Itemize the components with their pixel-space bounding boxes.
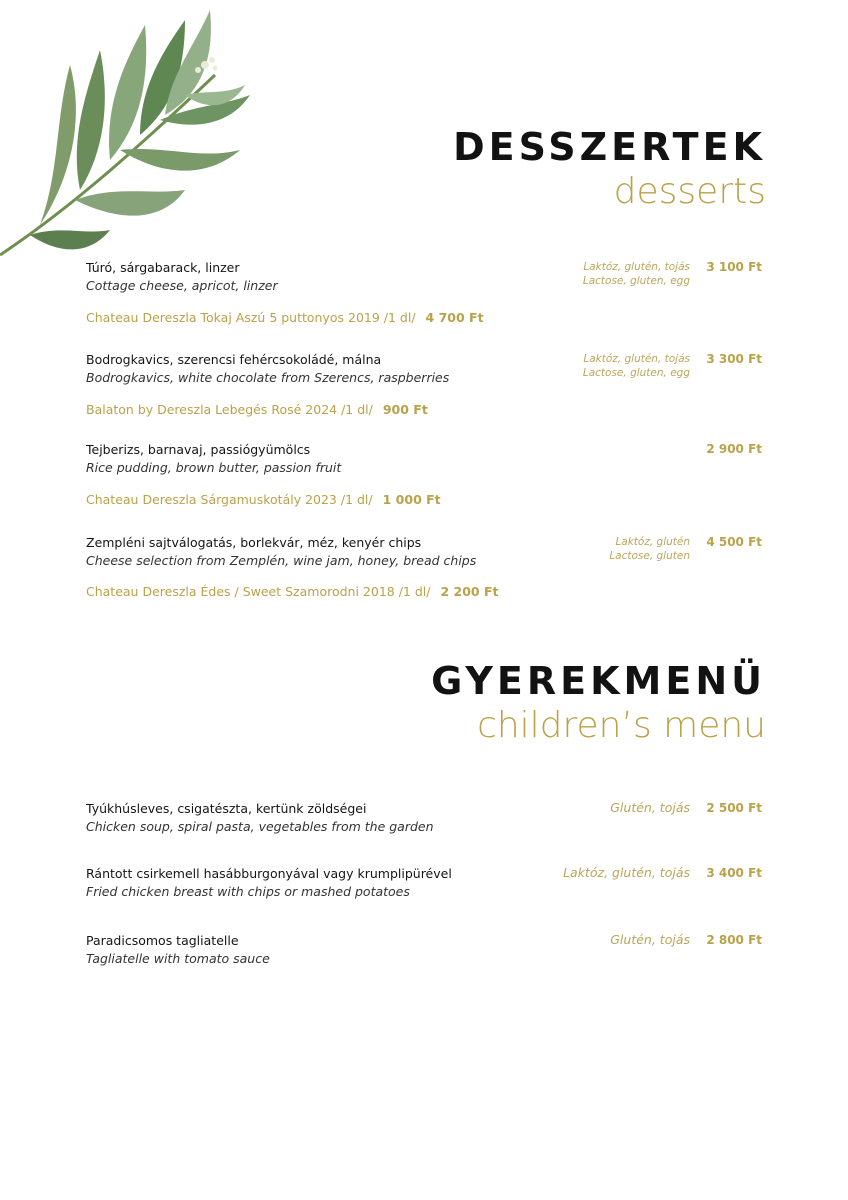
- dessert-name: Zempléni sajtválogatás, borlekvár, méz, kenyér chips: [86, 535, 422, 550]
- dessert-name: Túró, sárgabarack, linzer: [86, 260, 240, 275]
- kids-heading: [431, 659, 766, 746]
- wine-pairing: [86, 584, 498, 599]
- kids-dish-description: Tagliatelle with tomato sauce: [86, 951, 270, 966]
- desserts-subtitle: desserts: [613, 171, 766, 212]
- dessert-price: 4 500 Ft: [706, 535, 762, 549]
- allergens-hu: Laktóz, glutén, tojás: [583, 353, 690, 365]
- kids-dish-allergens: Glutén, tojás: [610, 800, 690, 815]
- dessert-description: Cottage cheese, apricot, linzer: [86, 278, 278, 293]
- kids-dish-price: 3 400 Ft: [706, 866, 762, 880]
- kids-dish-name: Rántott csirkemell hasábburgonyával vagy krumplipürével: [86, 866, 452, 881]
- kids-dish-name: Paradicsomos tagliatelle: [86, 933, 239, 948]
- dessert-item: [86, 352, 766, 392]
- desserts-heading: [453, 125, 766, 212]
- wine-name: Chateau Dereszla Édes / Sweet Szamorodni 2018 /1 dl/: [86, 584, 431, 599]
- kids-title: GYEREKMENÜ: [431, 659, 766, 703]
- dessert-allergens: [583, 352, 690, 380]
- wine-price: 4 700 Ft: [425, 310, 484, 325]
- allergens-hu: Laktóz, glutén: [615, 536, 690, 548]
- wine-pairing: [86, 402, 428, 417]
- allergens-en: Lactose, gluten, egg: [582, 367, 690, 379]
- dessert-price: 3 100 Ft: [706, 260, 762, 274]
- allergens-en: Lactose, gluten, egg: [582, 275, 690, 287]
- kids-item: [86, 801, 766, 841]
- leaf-branch-icon: [0, 10, 250, 255]
- wine-name: Chateau Dereszla Sárgamuskotály 2023 /1 dl/: [86, 492, 373, 507]
- dessert-item: [86, 442, 766, 482]
- kids-subtitle: children’s menu: [477, 705, 766, 746]
- dessert-price: 2 900 Ft: [706, 442, 762, 456]
- kids-dish-name: Tyúkhúsleves, csigatészta, kertünk zöldségei: [86, 801, 367, 816]
- wine-price: 900 Ft: [382, 402, 428, 417]
- dessert-name: Tejberizs, barnavaj, passiógyümölcs: [86, 442, 311, 457]
- dessert-allergens: [609, 535, 690, 563]
- dessert-description: Rice pudding, brown butter, passion fruit: [86, 460, 342, 475]
- kids-dish-description: Chicken soup, spiral pasta, vegetables from the garden: [86, 819, 434, 834]
- kids-item: [86, 933, 766, 973]
- wine-name: Balaton by Dereszla Lebegés Rosé 2024 /1 dl/: [86, 402, 373, 417]
- desserts-title: DESSZERTEK: [453, 125, 766, 169]
- dessert-description: Cheese selection from Zemplén, wine jam, honey, bread chips: [86, 553, 477, 568]
- kids-dish-description: Fried chicken breast with chips or mashed potatoes: [86, 884, 410, 899]
- dessert-item: [86, 535, 766, 575]
- kids-dish-allergens: Laktóz, glutén, tojás: [563, 865, 690, 880]
- wine-price: 1 000 Ft: [382, 492, 441, 507]
- dessert-price: 3 300 Ft: [706, 352, 762, 366]
- leaf-branch-illustration: [0, 0, 260, 265]
- allergens-en: Lactose, gluten: [609, 550, 690, 562]
- dessert-allergens: [583, 260, 690, 288]
- wine-name: Chateau Dereszla Tokaj Aszú 5 puttonyos 2019 /1 dl/: [86, 310, 416, 325]
- kids-dish-price: 2 500 Ft: [706, 801, 762, 815]
- kids-dish-price: 2 800 Ft: [706, 933, 762, 947]
- wine-price: 2 200 Ft: [440, 584, 499, 599]
- dessert-description: Bodrogkavics, white chocolate from Szerencs, raspberries: [86, 370, 450, 385]
- kids-item: [86, 866, 766, 906]
- wine-pairing: [86, 310, 484, 325]
- wine-pairing: [86, 492, 441, 507]
- allergens-hu: Laktóz, glutén, tojás: [583, 261, 690, 273]
- dessert-item: [86, 260, 766, 300]
- kids-dish-allergens: Glutén, tojás: [610, 932, 690, 947]
- dessert-name: Bodrogkavics, szerencsi fehércsokoládé, málna: [86, 352, 382, 367]
